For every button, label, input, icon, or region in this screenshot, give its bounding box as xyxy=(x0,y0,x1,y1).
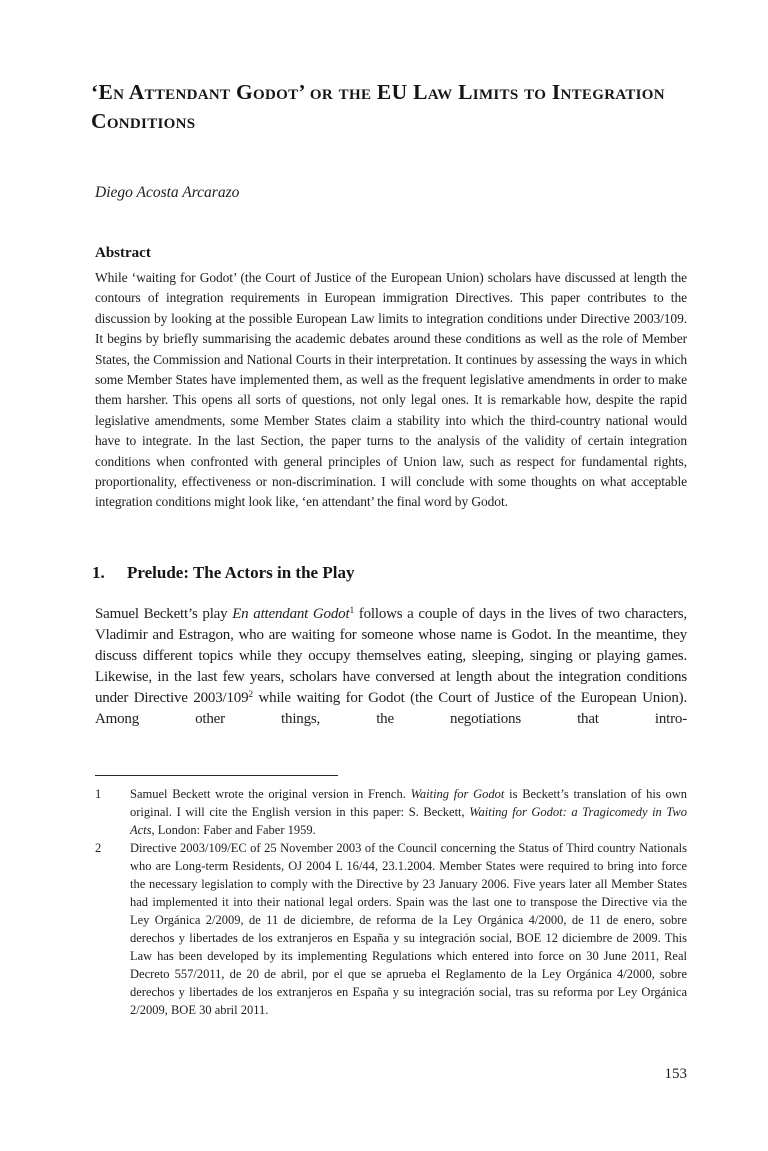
section-1-title: Prelude: The Actors in the Play xyxy=(127,563,355,582)
abstract-section xyxy=(95,243,687,513)
abstract-body: While ‘waiting for Godot’ (the Court of Justice of the European Union) scholars have discussed at length the contours of integration requirements in European immigration Directives. This paper contributes to the discussion by looking at the possible European Law limits to integration conditions under Directive 2003/109. It begins by briefly summarising the academic debates around these conditions as well as the role of Member States, the Commission and National Courts in their interpretation. It continues by assessing the ways in which some Member States have implemented them, as well as the frequent legislative amendments in order to make them harsher. This opens all sorts of questions, not only legal ones. It is remarkable how, despite the rapid legislative amendments, some Member States claim a stability into which the third-country national would have to integrate. In the last Section, the paper turns to the analysis of the validity of certain integration conditions when confronted with general principles of Union law, such as respect for fundamental rights, proportionality, effectiveness or non-discrimination. I will conclude with some thoughts on what acceptable integration conditions might look like, ‘en attendant’ the final word by Godot. xyxy=(95,270,687,510)
footnotes-section xyxy=(95,775,687,1019)
footnote-ref-2: 2 xyxy=(248,690,253,700)
paper-title xyxy=(91,78,711,136)
paper-title-line-2: Conditions xyxy=(91,109,196,133)
footnote-ref-1: 1 xyxy=(349,606,354,616)
page-number: 153 xyxy=(664,1066,687,1082)
author-name: Diego Acosta Arcarazo xyxy=(95,184,240,201)
footnote-divider xyxy=(95,775,338,776)
footnote-2-number: 2 xyxy=(95,841,102,855)
footnote-1-number: 1 xyxy=(95,787,102,801)
footnote-italic-run: Waiting for Godot: a Tragicomedy in Two Acts xyxy=(130,805,687,837)
paragraph-italic-run: En attendant Godot xyxy=(232,606,350,622)
footnote-2-text: Directive 2003/109/EC of 25 November 2003 of the Council concerning the Status of Third country Nationals who are Long-term Residents, OJ 2004 L 16/44, 23.1.2004. Member States were required to bring into force the necessary legislation to comply with the Directive by 23 January 2006. Five years later all Member States had implemented it into their national legal orders. Spain was the last one to transpose the Directive via the Ley Orgánica 2/2009, de 11 de diciembre, de reforma de la Ley Orgánica 4/2000, de 11 de enero, sobre derechos y libertades de los extranjeros en España y su integración social, BOE 12 diciembre de 2009. This Law has been developed by its implementing Regulations which entered into force on 30 June 2011, Real Decreto 557/2011, de 20 de abril, por el que se aprueba el Reglamento de la Ley Orgánica 4/2000, sobre derechos y libertades de los extranjeros en España y su integración social, tras su reforma por Ley Orgánica 2/2009, BOE 30 abril 2011. xyxy=(130,841,687,1017)
paragraph-text-run: while waiting for Godot (the Court of Justice of the European Union). Among other things, the negotiations that intro- xyxy=(95,690,687,727)
paragraph-text-run: Samuel Beckett’s play xyxy=(95,606,233,622)
footnote-1 xyxy=(95,785,687,839)
footnote-1-text xyxy=(130,787,687,837)
abstract-heading: Abstract xyxy=(95,245,151,261)
footnote-text-run: , London: Faber and Faber 1959. xyxy=(151,823,316,837)
section-1-heading xyxy=(92,562,688,584)
section-1-paragraph xyxy=(95,604,687,730)
footnote-text-run: is Beckett’s translation of his own original. I will cite the English version in this paper: S. Beckett, xyxy=(130,787,687,819)
footnote-text-run: Samuel Beckett wrote the original version in French. xyxy=(130,787,411,801)
footnote-italic-run: Waiting for Godot xyxy=(410,787,505,801)
footnote-2 xyxy=(95,839,687,1019)
section-1-number: 1. xyxy=(92,563,105,582)
paper-title-line-1: ‘En Attendant Godot’ or the EU Law Limits to Integration xyxy=(91,80,665,104)
paragraph-text-run: follows a couple of days in the lives of two characters, Vladimir and Estragon, who are waiting for someone whose name is Godot. In the meantime, they discuss different topics while they occupy themselves eating, sleeping, singing or playing games. Likewise, in the last few years, scholars have conversed at length about the integration conditions under Directive 2003/109 xyxy=(95,606,687,706)
